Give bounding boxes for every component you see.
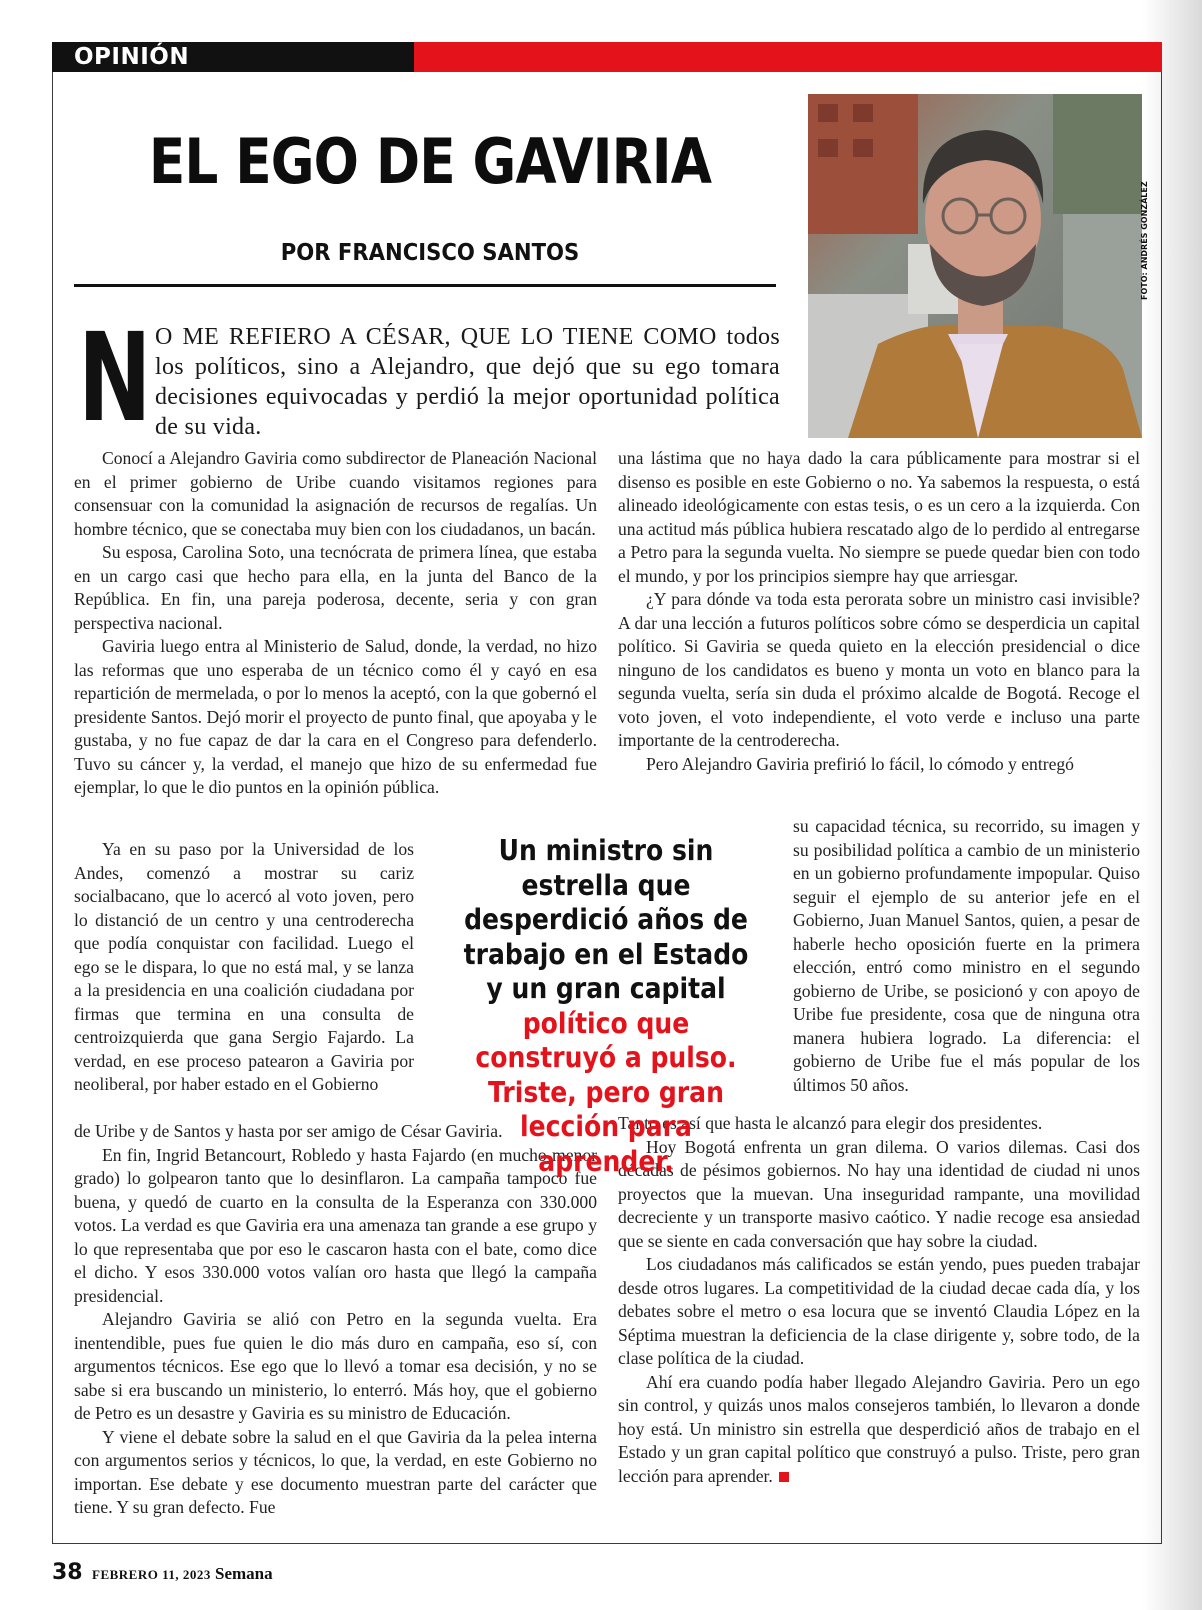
magazine-name: Semana [215, 1564, 273, 1583]
body-paragraph-final [618, 1371, 1140, 1489]
body-paragraph: Conocí a Alejandro Gaviria como subdirector de Planeación Nacional en el primer gobierno de Uribe cuando visitamos regiones para consensuar con la comunidad la asignación de recursos de regalías. Un hombre técnico, que se conectaba muy bien con los ciudadanos, un bacán. [74, 448, 597, 539]
page-number: 38 [52, 1560, 83, 1585]
column-1-bottom [74, 1120, 597, 1520]
pull-quote [456, 834, 755, 1179]
author-photo [808, 94, 1142, 438]
end-mark-icon [779, 1472, 789, 1482]
final-paragraph-text: Ahí era cuando podía haber llegado Alejandro Gaviria. Pero un ego sin control, y quizás unos malos consejeros también, lo llevaron a donde hoy está. Un ministro sin estrella que desperdició años de trabajo en el Estado y un gran capital político que construyó a pulso. Triste, pero gran lección para aprender. [618, 1371, 1140, 1486]
body-paragraph-continued: una lástima que no haya dado la cara públicamente para mostrar si el disenso es posible en este Gobierno o no. Ya sabemos la respuesta, o está alineado ideológicamente con estas tesis, o es un cero a la izquierda. Con una actitud más pública hubiera rescatado algo de lo perdido al entregarse a Petro para la segunda vuelta. No siempre se puede quedar bien con todo el mundo, y por los principios siempre hay que arriesgar. [618, 448, 1140, 586]
issue-date: FEBRERO 11, 2023 [92, 1567, 211, 1582]
column-1-top [74, 447, 597, 800]
body-paragraph-continued: de Uribe y de Santos y hasta por ser amigo de César Gaviria. [74, 1121, 503, 1141]
lead-paragraph: O ME REFIERO A CÉSAR, QUE LO TIENE COMO todos los políticos, sino a Alejandro, que dejó que su ego tomara decisiones equivocadas y perdió la mejor oportunidad política de su vida. [155, 324, 780, 440]
byline: POR FRANCISCO SANTOS [280, 240, 580, 266]
body-paragraph-continued: su capacidad técnica, su recorrido, su imagen y su posibilidad política a cambio de un ministerio en un gobierno profundamente impopular. Quiso seguir el ejemplo de su anterior jefe en el Gobierno, Juan Manuel Santos, quien, a pesar de haberle hecho oposición fuerte en la primera elección, entró como ministro en el segundo gobierno de Uribe, se posicionó y con apoyo de Uribe fue presidente, cosa que de ninguna otra manera hubiera logrado. La diferencia: el gobierno de Uribe fue el más popular de los últimos 50 años. [793, 816, 1140, 1095]
author-photo-illustration [808, 94, 1142, 438]
section-label: OPINIÓN [74, 44, 190, 70]
headline-rule [74, 284, 776, 287]
column-1-narrow [74, 838, 414, 1097]
body-paragraph: Ya en su paso por la Universidad de los Andes, comenzó a mostrar su cariz socialbacano, que lo acercó al voto joven, pero lo distanció de un centro y una centroderecha que podía conquistar con facilidad. Luego el ego se le dispara, lo que no está mal, y se lanza a la presidencia en una coalición ciudadana por firmas que termina en una consulta de centroizquierda que gana Sergio Fajardo. La verdad, en ese proceso patearon a Gaviria por neoliberal, por haber estado en el Gobierno [74, 839, 414, 1094]
body-paragraph-continued: Tanto es así que hasta le alcanzó para elegir dos presidentes. [618, 1113, 1043, 1133]
body-paragraph: Su esposa, Carolina Soto, una tecnócrata de primera línea, que estaba en un cargo casi que hecho para ella, en la junta del Banco de la República. En fin, una pareja poderosa, decente, seria y con gran perspectiva nacional. [74, 542, 597, 633]
section-bar-red [414, 42, 1162, 72]
column-2-top [618, 447, 1140, 776]
body-paragraph: Hoy Bogotá enfrenta un gran dilema. O varios dilemas. Casi dos décadas de pésimos gobiernos. No hay una identidad de ciudad ni unos proyectos que la muevan. Una inseguridad rampante, una movilidad decreciente y un transporte masivo caótico. Y nadie recoge esa ansiedad que se siente en cada conversación que hay sobre la ciudad. [618, 1136, 1140, 1251]
photo-credit: FOTO: ANDRÉS GONZÁLEZ [1140, 181, 1149, 300]
body-paragraph: ¿Y para dónde va toda esta perorata sobre un ministro casi invisible? A dar una lección a futuros políticos sobre cómo se desperdicia un capital político. Si Gaviria se queda quieto en la elección presidencial o dice ninguno de los candidatos es bueno y monta un voto en blanco para la segunda vuelta, sería sin duda el próximo alcalde de Bogotá. Recoge el voto joven, el voto independiente, el voto verde e incluso una parte importante de la centroderecha. [618, 589, 1140, 750]
body-paragraph: En fin, Ingrid Betancourt, Robledo y hasta Fajardo (en mucho menor grado) lo golpearon tanto que lo desinflaron. La campaña tampoco fue buena, y quedó de cuarto en la consulta de la Esperanza con 330.000 votos. La verdad es que Gaviria era una amenaza tan grande a ese grupo y lo que representaba que por eso le cascaron hasta con el bate, como dice el dicho. Y esos 330.000 votos valían oro hasta que llegó la campaña presidencial. [74, 1144, 597, 1306]
body-paragraph: Pero Alejandro Gaviria prefirió lo fácil, lo cómodo y entregó [646, 753, 1074, 774]
body-paragraph: Gaviria luego entra al Ministerio de Salud, donde, la verdad, no hizo las reformas que uno esperaba de un técnico como él y cayó en esa repartición de mermelada, o por lo menos la aceptó, con la que gobernó el presidente Santos. Dejó morir el proyecto de punto final, que apoyaba y le gustaba, y no fue capaz de dar la cara en el Congreso para defenderlo. Tuvo su cáncer y, la verdad, el manejo que hizo de su enfermedad fue ejemplar, lo que le dio puntos en la opinión pública. [74, 636, 597, 797]
column-2-narrow [793, 815, 1140, 1097]
pull-quote-red: político que construyó a pulso. Triste, pero gran lección para aprender. [475, 1006, 737, 1178]
headline: EL EGO DE GAVIRIA [148, 125, 712, 198]
pull-quote-black: Un ministro sin estrella que desperdició años de trabajo en el Estado y un gran capital [463, 834, 749, 1005]
drop-cap: N [78, 307, 152, 449]
body-paragraph: Los ciudadanos más calificados se están yendo, pues pueden trabajar desde otros lugares. La competitividad de la ciudad decae cada día, y los debates sobre el metro o esa locura que se inventó Claudia López en la Séptima muestran la deficiencia de la clase dirigente y, sobre todo, de la clase política de la ciudad. [618, 1254, 1140, 1368]
body-paragraph: Y viene el debate sobre la salud en el que Gaviria da la pelea interna con argumentos serios y técnicos, lo que, la verdad, en este Gobierno no importan. Ese debate y ese documento muestran parte del carácter que tiene. Y su gran defecto. Fue [74, 1426, 597, 1517]
body-paragraph: Alejandro Gaviria se alió con Petro en la segunda vuelta. Era inentendible, pues fue quien le dio más duro en campaña, eso sí, con argumentos técnicos. Ese ego que lo llevó a tomar esa decisión, y no se sabe si era buscando un ministerio, lo enterró. Más hoy, que el gobierno de Petro es un desastre y Gaviria es su ministro de Educación. [74, 1309, 597, 1423]
